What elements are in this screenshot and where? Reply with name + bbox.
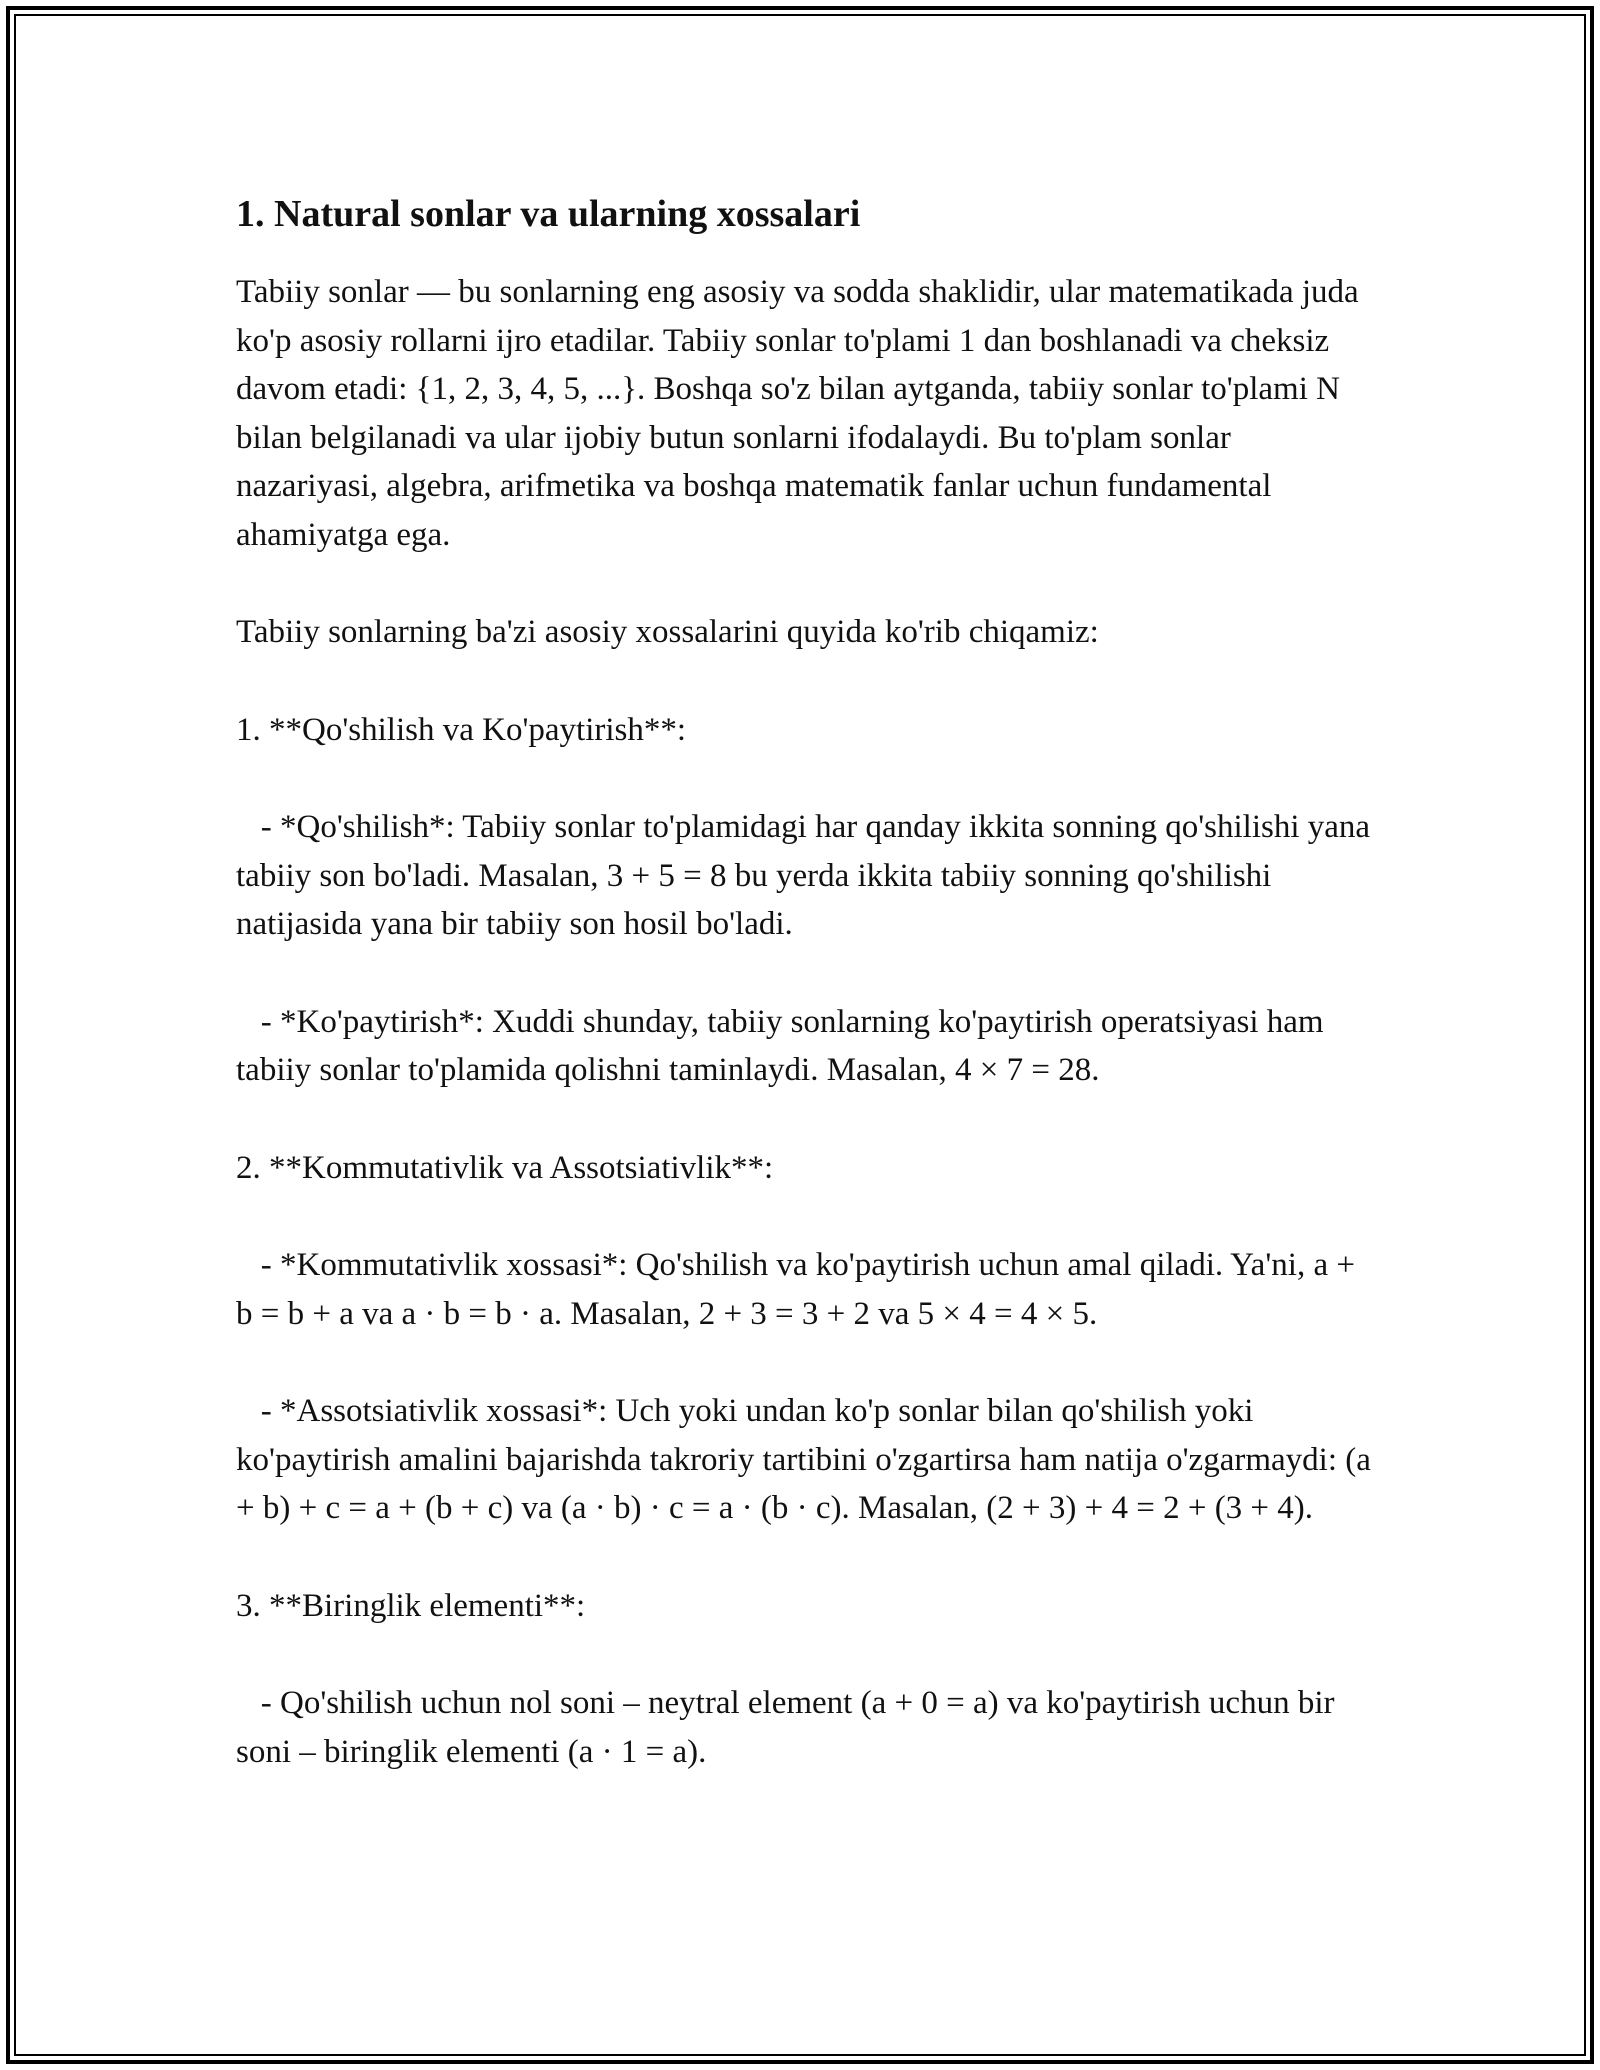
list-item-addition-multiplication: 1. **Qo'shilish va Ko'paytirish**: xyxy=(236,711,687,748)
sub-item-associativity: - *Assotsiativlik xossasi*: Uch yoki undan ko'p sonlar bilan qo'shilish yoki ko'paytirish amalini bajarishda takroriy tartibini o'zgartirsa ham natija o'zgarmaydi: (a + b) + c = a + (b + c) va (a · b) · c = a · (b · c). Masalan, (2 + 3) + 4 = 2 + (3 + 4). xyxy=(236,1393,1380,1526)
list-item-identity-element: 3. **Biringlik elementi**: xyxy=(236,1587,586,1624)
document-body xyxy=(236,186,1380,1776)
list-item-commutativity-associativity: 2. **Kommutativlik va Assotsiativlik**: xyxy=(236,1149,774,1186)
sub-item-identity: - Qo'shilish uchun nol soni – neytral element (a + 0 = a) va ko'paytirish uchun bir soni – biringlik elementi (a · 1 = a). xyxy=(236,1685,1343,1770)
properties-intro: Tabiiy sonlarning ba'zi asosiy xossalarini quyida ko'rib chiqamiz: xyxy=(236,614,1099,650)
sub-item-commutativity: - *Kommutativlik xossasi*: Qo'shilish va ko'paytirish uchun amal qiladi. Ya'ni, a + b = b + a va a · b = b · a. Masalan, 2 + 3 = 3 + 2 va 5 × 4 = 4 × 5. xyxy=(236,1247,1364,1332)
sub-item-addition: - *Qo'shilish*: Tabiiy sonlar to'plamidagi har qanday ikkita sonning qo'shilishi yana tabiiy son bo'ladi. Masalan, 3 + 5 = 8 bu yerda ikkita tabiiy sonning qo'shilishi natijasida yana bir tabiiy son hosil bo'ladi. xyxy=(236,809,1379,942)
section-heading: 1. Natural sonlar va ularning xossalari xyxy=(236,193,861,235)
intro-paragraph: Tabiiy sonlar — bu sonlarning eng asosiy va sodda shaklidir, ular matematikada juda ko'p asosiy rollarni ijro etadilar. Tabiiy sonlar to'plami 1 dan boshlanadi va cheksiz davom etadi: {1, 2, 3, 4, 5, ...}. Boshqa so'z bilan aytganda, tabiiy sonlar to'plami N bilan belgilanadi va ular ijobiy butun sonlarni ifodalaydi. Bu to'plam sonlar nazariyasi, algebra, arifmetika va boshqa matematik fanlar uchun fundamental ahamiyatga ega. xyxy=(236,274,1367,553)
sub-item-multiplication: - *Ko'paytirish*: Xuddi shunday, tabiiy sonlarning ko'paytirish operatsiyasi ham tabiiy sonlar to'plamida qolishni taminlaydi. Masalan, 4 × 7 = 28. xyxy=(236,1003,1332,1088)
